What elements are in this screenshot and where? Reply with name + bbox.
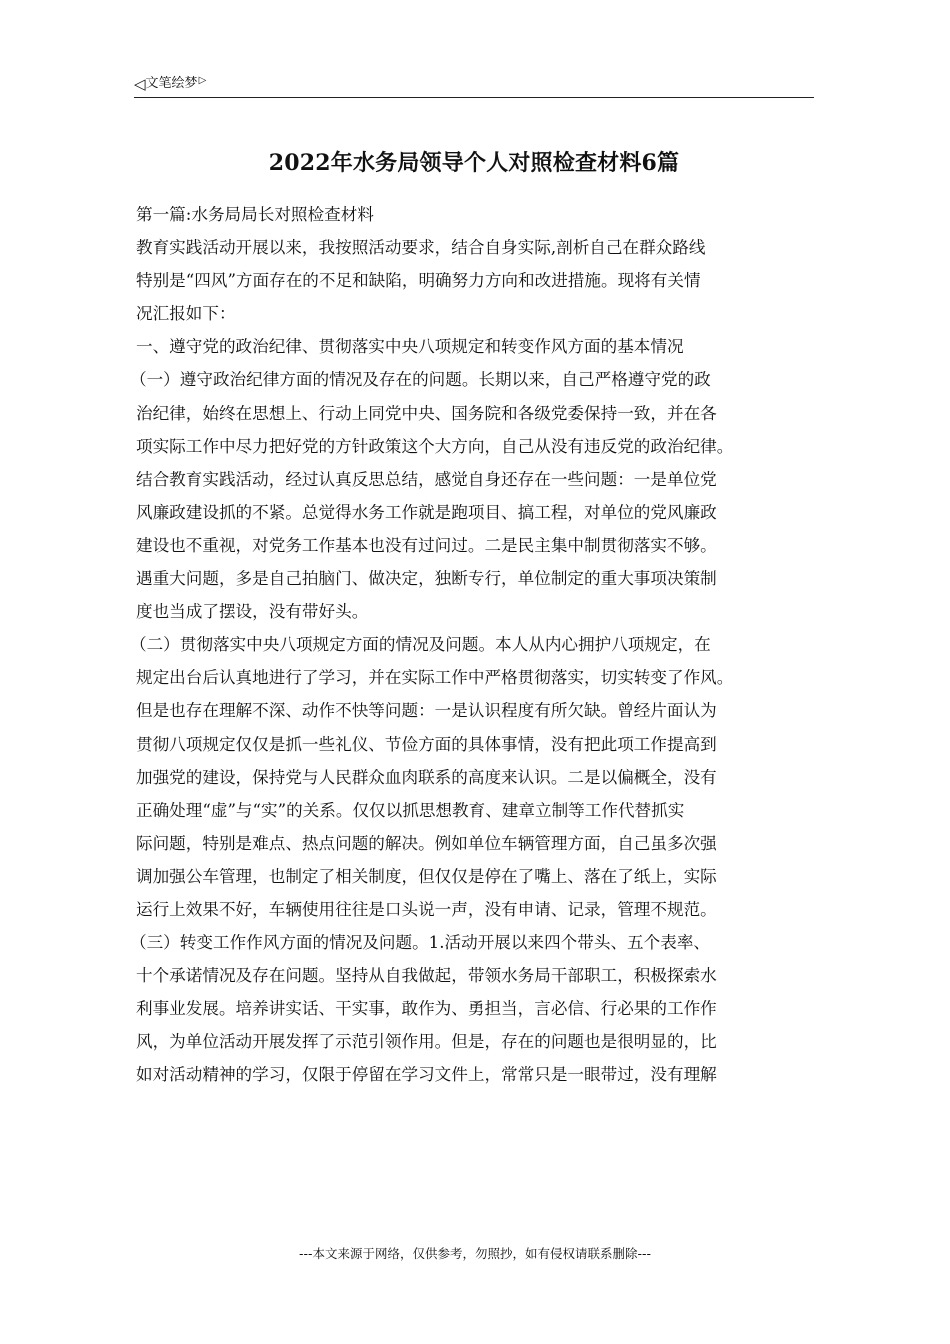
- body-line: 况汇报如下：: [136, 304, 236, 324]
- header-brand: [134, 75, 206, 93]
- body-line: 正确处理“虚”与“实”的关系。仅仅以抓思想教育、建章立制等工作代替抓实: [136, 800, 685, 820]
- body-line: 但是也存在理解不深、动作不快等问题：一是认识程度有所欠缺。曾经片面认为: [136, 701, 717, 721]
- body-line: （一）遵守政治纪律方面的情况及存在的问题。长期以来，自己严格遵守党的政: [130, 370, 711, 390]
- body-line: 十个承诺情况及存在问题。坚持从自我做起，带领水务局干部职工，积极探索水: [136, 966, 717, 986]
- body-line: 风廉政建设抓的不紧。总觉得水务工作就是跑项目、搞工程，对单位的党风廉政: [136, 502, 717, 522]
- body-line: 调加强公车管理，也制定了相关制度，但仅仅是停在了嘴上、落在了纸上，实际: [136, 866, 717, 886]
- body-line: 运行上效果不好，车辆使用往往是口头说一声，没有申请、记录，管理不规范。: [136, 899, 717, 919]
- body-line: 第一篇:水务局局长对照检查材料: [136, 205, 374, 224]
- body-line: 教育实践活动开展以来，我按照活动要求，结合自身实际,剖析自己在群众路线: [136, 238, 706, 258]
- body-line: （三）转变工作作风方面的情况及问题。1.活动开展以来四个带头、五个表率、: [130, 933, 711, 953]
- body-line: 如对活动精神的学习，仅限于停留在学习文件上，常常只是一眼带过，没有理解: [136, 1065, 717, 1085]
- body-line: 规定出台后认真地进行了学习，并在实际工作中严格贯彻落实，切实转变了作风。: [136, 668, 734, 688]
- body-line: 利事业发展。培养讲实话、干实事，敢作为、勇担当，言必信、行必果的工作作: [136, 999, 717, 1019]
- body-line: 加强党的建设，保持党与人民群众血肉联系的高度来认识。二是以偏概全，没有: [136, 767, 717, 787]
- body-line: 特别是“四风”方面存在的不足和缺陷，明确努力方向和改进措施。现将有关情: [136, 271, 701, 291]
- brand-text: 文笔绘梦: [145, 76, 198, 91]
- body-line: 项实际工作中尽力把好党的方针政策这个大方向，自己从没有违反党的政治纪律。: [136, 436, 734, 456]
- body-line: 遇重大问题，多是自己拍脑门、做决定，独断专行，单位制定的重大事项决策制: [136, 569, 717, 589]
- body-line: （二）贯彻落实中央八项规定方面的情况及问题。本人从内心拥护八项规定，在: [130, 635, 711, 655]
- body-line: 治纪律，始终在思想上、行动上同党中央、国务院和各级党委保持一致，并在各: [136, 403, 717, 423]
- triangle-right-icon: ▷: [198, 75, 207, 86]
- body-line: 一、遵守党的政治纪律、贯彻落实中央八项规定和转变作风方面的基本情况: [136, 337, 684, 357]
- body-line: 度也当成了摆设，没有带好头。: [136, 602, 369, 622]
- body-line: 际问题，特别是难点、热点问题的解决。例如单位车辆管理方面，自己虽多次强: [136, 833, 717, 853]
- footer-disclaimer: ---本文来源于网络，仅供参考，勿照抄，如有侵权请联系删除---: [298, 1246, 652, 1261]
- header-divider: [134, 97, 814, 98]
- document-title: 2022年水务局领导个人对照检查材料6篇: [268, 150, 680, 176]
- body-line: 结合教育实践活动，经过认真反思总结，感觉自身还存在一些问题：一是单位党: [136, 469, 717, 489]
- triangle-left-icon: ◁: [134, 75, 146, 93]
- body-line: 风，为单位活动开展发挥了示范引领作用。但是，存在的问题也是很明显的，比: [136, 1032, 717, 1052]
- body-line: 建设也不重视，对党务工作基本也没有过问过。二是民主集中制贯彻落实不够。: [136, 535, 717, 555]
- body-line: 贯彻八项规定仅仅是抓一些礼仪、节俭方面的具体事情，没有把此项工作提高到: [136, 734, 717, 754]
- document-body: [130, 198, 826, 1092]
